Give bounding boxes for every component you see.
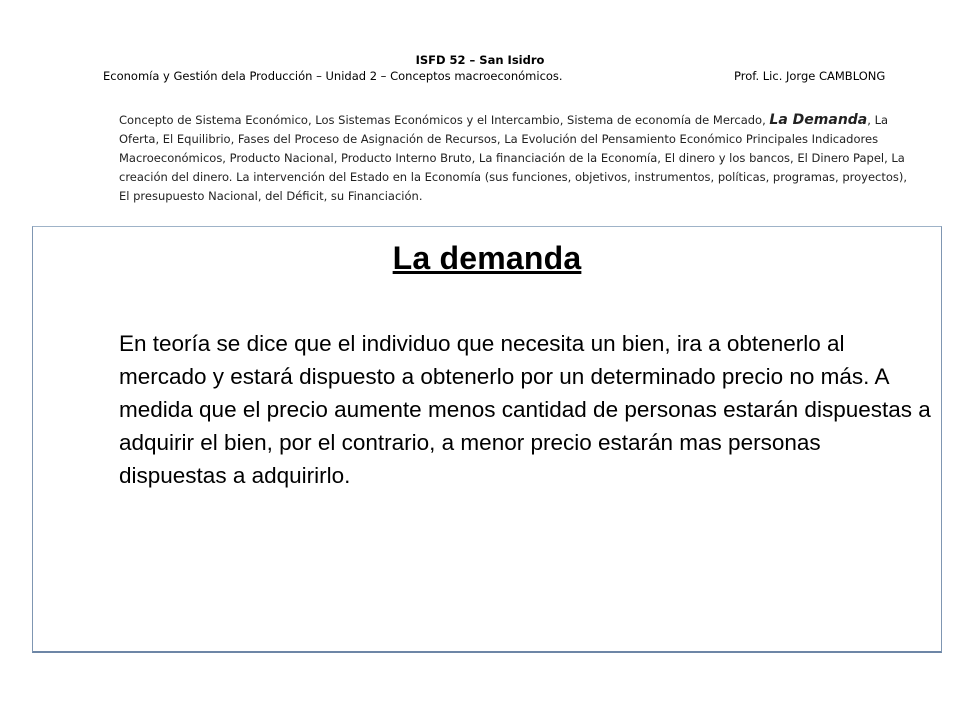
topics-highlight: La Demanda — [769, 112, 868, 128]
topics-list — [119, 111, 919, 206]
school-name: ISFD 52 – San Isidro — [415, 53, 545, 67]
page-header — [0, 52, 960, 83]
slide-body-text: En teoría se dice que el individuo que necesita un bien, ira a obtenerlo al mercado y estará dispuesto a obtenerlo por un determinado precio no más. A medida que el precio aumente menos cantidad de personas estarán dispuestas a adquirir el bien, por el contrario, a menor precio estarán mas personas dispuestas a adquirirlo. — [119, 331, 931, 488]
topics-text-before: Concepto de Sistema Económico, Los Sistemas Económicos y el Intercambio, Sistema de economía de Mercado, — [119, 113, 770, 127]
slide-frame — [32, 226, 942, 653]
course-title: Economía y Gestión dela Producción – Unidad 2 – Conceptos macroeconómicos. — [103, 69, 563, 83]
slide-title: La demanda — [392, 240, 582, 276]
professor-name: Prof. Lic. Jorge CAMBLONG — [734, 69, 886, 83]
topics-text-after: , La Oferta, El Equilibrio, Fases del Proceso de Asignación de Recursos, La Evolución del Pensamiento Económico Principales Indicadores Macroeconómicos, Producto Nacional, Producto Interno Bruto, La financiación de la Economía, El dinero y los bancos, El Dinero Papel, La creación del dinero. La intervención del Estado en la Economía (sus funciones, objetivos, instrumentos, políticas, programas, proyectos), El presupuesto Nacional, del Déficit, su Financiación. — [119, 113, 908, 203]
